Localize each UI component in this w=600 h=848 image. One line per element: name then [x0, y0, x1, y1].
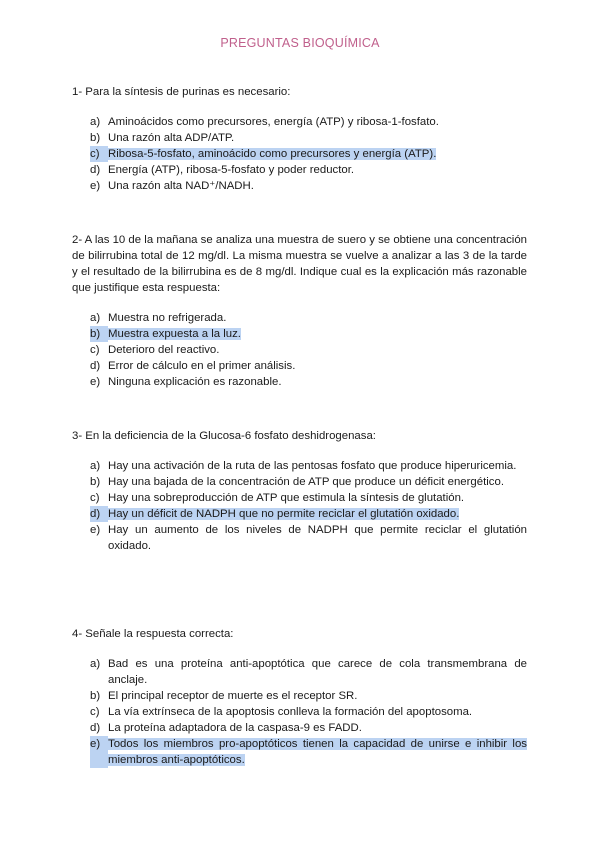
option-text: Hay una bajada de la concentración de ATP que produce un déficit energético.: [108, 476, 504, 488]
question-text: 1- Para la síntesis de purinas es necesario:: [72, 86, 291, 98]
option-text: Hay una activación de la ruta de las pentosas fosfato que produce hiperuricemia.: [108, 460, 517, 472]
option-text: Una razón alta ADP/ATP.: [108, 132, 235, 144]
option-text: Hay un déficit de NADPH que no permite reciclar el glutatión oxidado.: [108, 508, 460, 520]
option-letter: a): [90, 658, 101, 670]
option-text: Ribosa-5-fosfato, aminoácido como precursores y energía (ATP).: [108, 148, 437, 160]
question-text: 2- A las 10 de la mañana se analiza una muestra de suero y se obtiene una concentración de bilirrubina total de 12 mg/dl. La misma muestra se vuelve a analizar a las 3 de la tarde y el resultado de la bilirrubina es de 8 mg/dl. Indique cual es la explicación más razonable que justifique esta respuesta:: [72, 234, 527, 294]
option-text: El principal receptor de muerte es el receptor SR.: [108, 690, 358, 702]
option-letter: c): [90, 492, 100, 504]
option-text: Muestra no refrigerada.: [108, 312, 227, 324]
option-letter: a): [90, 116, 101, 128]
question-text: 4- Señale la respuesta correcta:: [72, 628, 234, 640]
option-d[interactable]: [90, 720, 527, 736]
option-letter: b): [90, 476, 101, 488]
question-4: [72, 626, 527, 768]
option-letter: e): [90, 180, 101, 192]
option-c[interactable]: [90, 704, 527, 720]
option-letter: d): [90, 360, 101, 372]
option-e[interactable]: [90, 178, 527, 194]
option-d[interactable]: [90, 358, 527, 374]
option-b[interactable]: [90, 474, 527, 490]
option-e[interactable]: [90, 374, 527, 390]
option-text: Error de cálculo en el primer análisis.: [108, 360, 296, 372]
option-letter: d): [90, 722, 101, 734]
option-letter: b): [90, 326, 108, 342]
question-text: 3- En la deficiencia de la Glucosa-6 fosfato deshidrogenasa:: [72, 430, 376, 442]
question-3: [72, 428, 527, 554]
option-letter: b): [90, 690, 101, 702]
option-letter: c): [90, 706, 100, 718]
option-letter: c): [90, 146, 108, 162]
option-letter: a): [90, 460, 101, 472]
option-text: Hay una sobreproducción de ATP que estimula la síntesis de glutatión.: [108, 492, 465, 504]
option-text: Bad es una proteína anti-apoptótica que carece de cola transmembrana de anclaje.: [108, 658, 527, 686]
option-letter: d): [90, 164, 101, 176]
question-1: [72, 84, 527, 194]
options-list: [72, 114, 527, 194]
option-b[interactable]: [90, 130, 527, 146]
option-d-selected[interactable]: [90, 506, 527, 522]
option-letter: e): [90, 524, 101, 536]
option-e[interactable]: [90, 522, 527, 554]
option-c[interactable]: [90, 490, 527, 506]
options-list: [72, 458, 527, 554]
option-text: La vía extrínseca de la apoptosis conlleva la formación del apoptosoma.: [108, 706, 473, 718]
option-b-selected[interactable]: [90, 326, 527, 342]
option-letter: d): [90, 506, 108, 522]
option-d[interactable]: [90, 162, 527, 178]
option-text: Energía (ATP), ribosa-5-fosfato y poder reductor.: [108, 164, 355, 176]
option-c-selected[interactable]: [90, 146, 527, 162]
option-text: Aminoácidos como precursores, energía (ATP) y ribosa-1-fosfato.: [108, 116, 439, 128]
option-a[interactable]: [90, 656, 527, 688]
option-letter: c): [90, 344, 100, 356]
option-text: Una razón alta NAD⁺/NADH.: [108, 180, 254, 192]
option-letter: b): [90, 132, 101, 144]
option-letter: a): [90, 312, 101, 324]
option-a[interactable]: [90, 310, 527, 326]
option-a[interactable]: [90, 458, 527, 474]
option-text: Hay un aumento de los niveles de NADPH que permite reciclar el glutatión oxidado.: [108, 524, 527, 552]
option-e-selected[interactable]: [90, 736, 527, 768]
page-title: PREGUNTAS BIOQUÍMICA: [220, 36, 380, 50]
option-text: Todos los miembros pro-apoptóticos tienen la capacidad de unirse e inhibir los miembros anti-apoptóticos.: [108, 738, 527, 766]
option-text: Deterioro del reactivo.: [108, 344, 220, 356]
option-text: Ninguna explicación es razonable.: [108, 376, 282, 388]
option-b[interactable]: [90, 688, 527, 704]
option-letter: e): [90, 376, 101, 388]
option-a[interactable]: [90, 114, 527, 130]
options-list: [72, 656, 527, 768]
options-list: [72, 310, 527, 390]
option-c[interactable]: [90, 342, 527, 358]
option-letter: e): [90, 736, 108, 768]
question-2: [72, 232, 527, 390]
option-text: Muestra expuesta a la luz.: [108, 328, 241, 340]
option-text: La proteína adaptadora de la caspasa-9 es FADD.: [108, 722, 362, 734]
